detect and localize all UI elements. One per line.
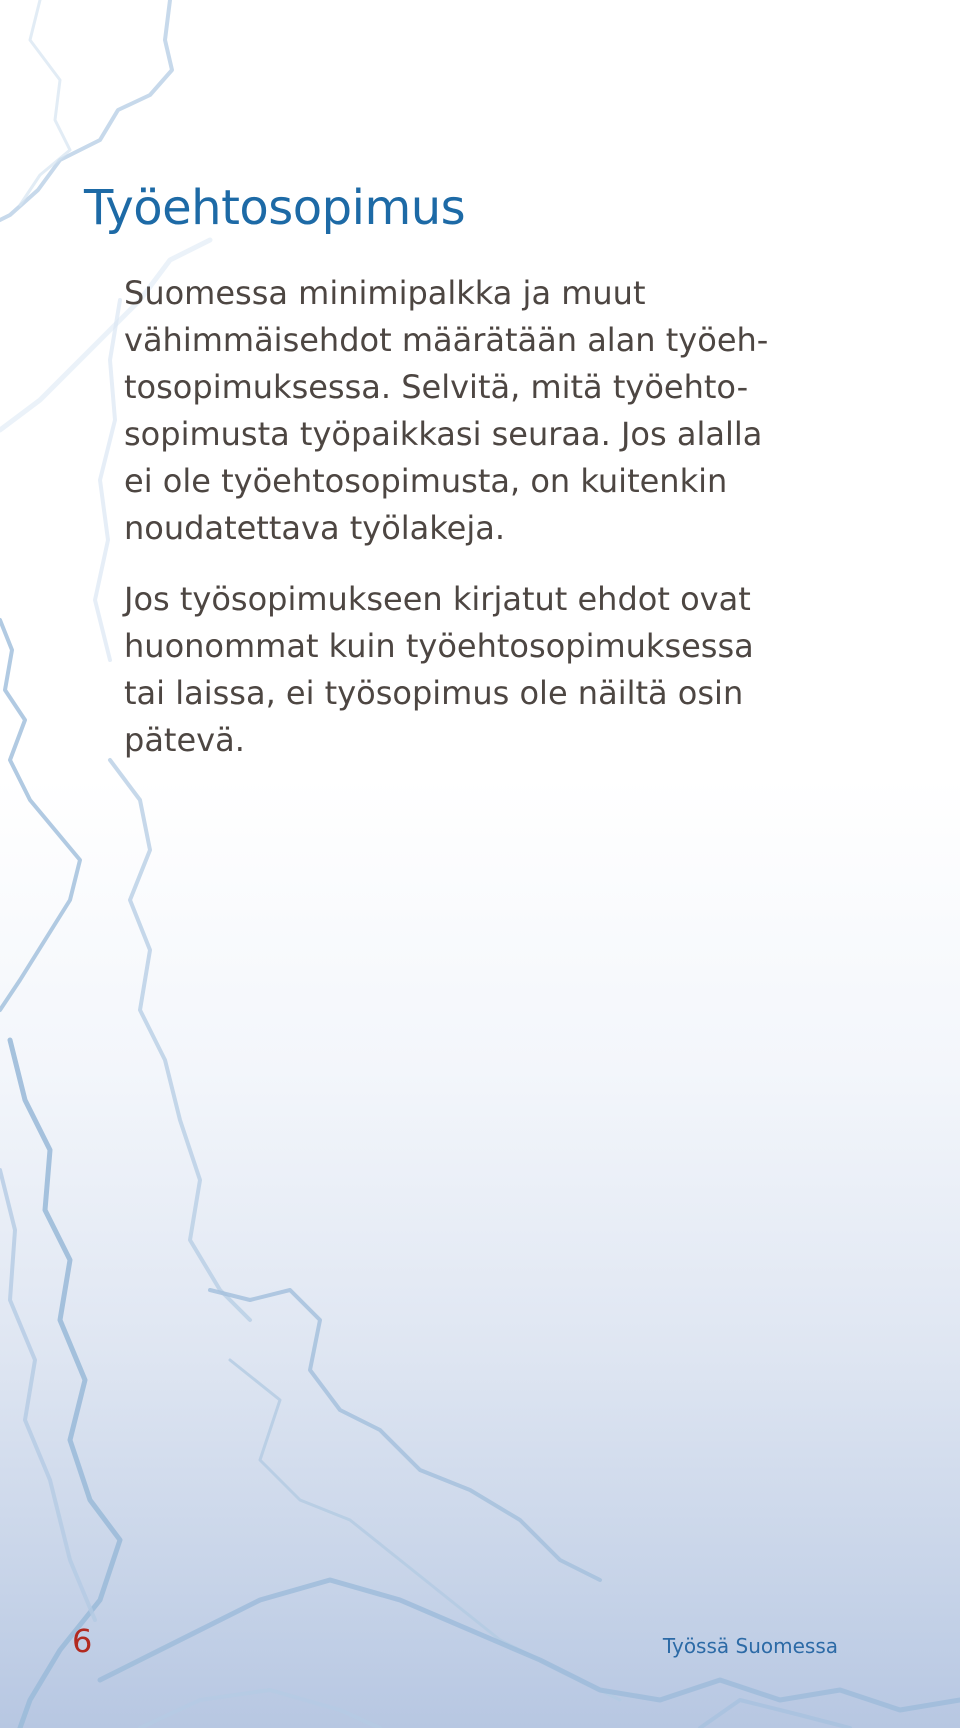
map-line <box>110 760 250 1320</box>
map-line <box>95 300 120 660</box>
map-line <box>230 1360 620 1700</box>
map-line <box>140 1690 380 1728</box>
body-text <box>124 270 824 764</box>
paragraph: Suomessa minimipalkka ja muut vähimmäisehdot määrätään alan työeh- tosopimuksessa. Selvitä, mitä työehto- sopimusta työpaikkasi seuraa. Jos alalla ei ole työehtosopimusta, on kuitenkin noudatettava työlakeja. <box>124 274 769 547</box>
map-line <box>10 1040 120 1728</box>
paragraph: Jos työsopimukseen kirjatut ehdot ovat huonommat kuin työehtosopimuksessa tai laissa, ei työsopimus ole näiltä osin pätevä. <box>124 580 754 759</box>
page-title: Työehtosopimus <box>84 180 466 236</box>
page-number: 6 <box>72 1622 93 1660</box>
map-line <box>20 0 70 205</box>
map-line <box>700 1700 850 1728</box>
running-footer: Työssä Suomessa <box>662 1634 838 1658</box>
map-line <box>0 620 80 1010</box>
